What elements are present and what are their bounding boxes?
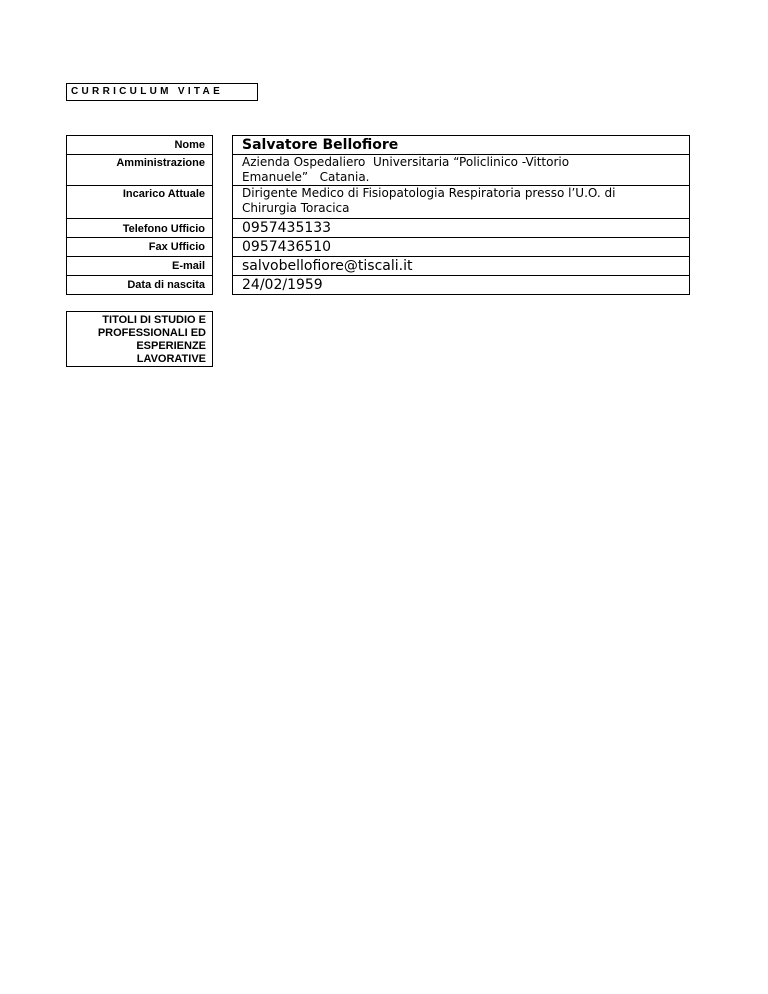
value-email: salvobellofiore@tiscali.it [232, 257, 690, 276]
amministrazione-line1: Azienda Ospedaliero Universitaria “Policlinico -Vittorio [242, 155, 570, 169]
label-amministrazione: Amministrazione [66, 155, 213, 186]
label-incarico: Incarico Attuale [66, 186, 213, 219]
titoli-line4: LAVORATIVE [136, 353, 206, 365]
titoli-line1: TITOLI DI STUDIO E [102, 314, 206, 326]
titoli-line3: ESPERIENZE [136, 340, 206, 352]
incarico-line2: Chirurgia Toracica [242, 201, 350, 215]
label-fax: Fax Ufficio [66, 238, 213, 257]
titoli-line2: PROFESSIONALI ED [97, 327, 206, 339]
value-amministrazione [232, 155, 690, 186]
amministrazione-line2: Emanuele” Catania. [242, 170, 370, 184]
label-nascita: Data di nascita [66, 276, 213, 295]
incarico-line1: Dirigente Medico di Fisiopatologia Respiratoria presso l’U.O. di [242, 186, 616, 200]
label-nome: Nome [66, 135, 213, 155]
value-nome [232, 135, 690, 155]
value-telefono: 0957435133 [232, 219, 690, 238]
section-titoli-studio [66, 311, 213, 367]
document-title: CURRICULUM VITAE [66, 83, 258, 101]
nome-text: Salvatore Bellofiore [242, 137, 399, 153]
value-nascita: 24/02/1959 [232, 276, 690, 295]
label-email: E-mail [66, 257, 213, 276]
label-telefono: Telefono Ufficio [66, 219, 213, 238]
value-incarico [232, 186, 690, 219]
value-fax: 0957436510 [232, 238, 690, 257]
